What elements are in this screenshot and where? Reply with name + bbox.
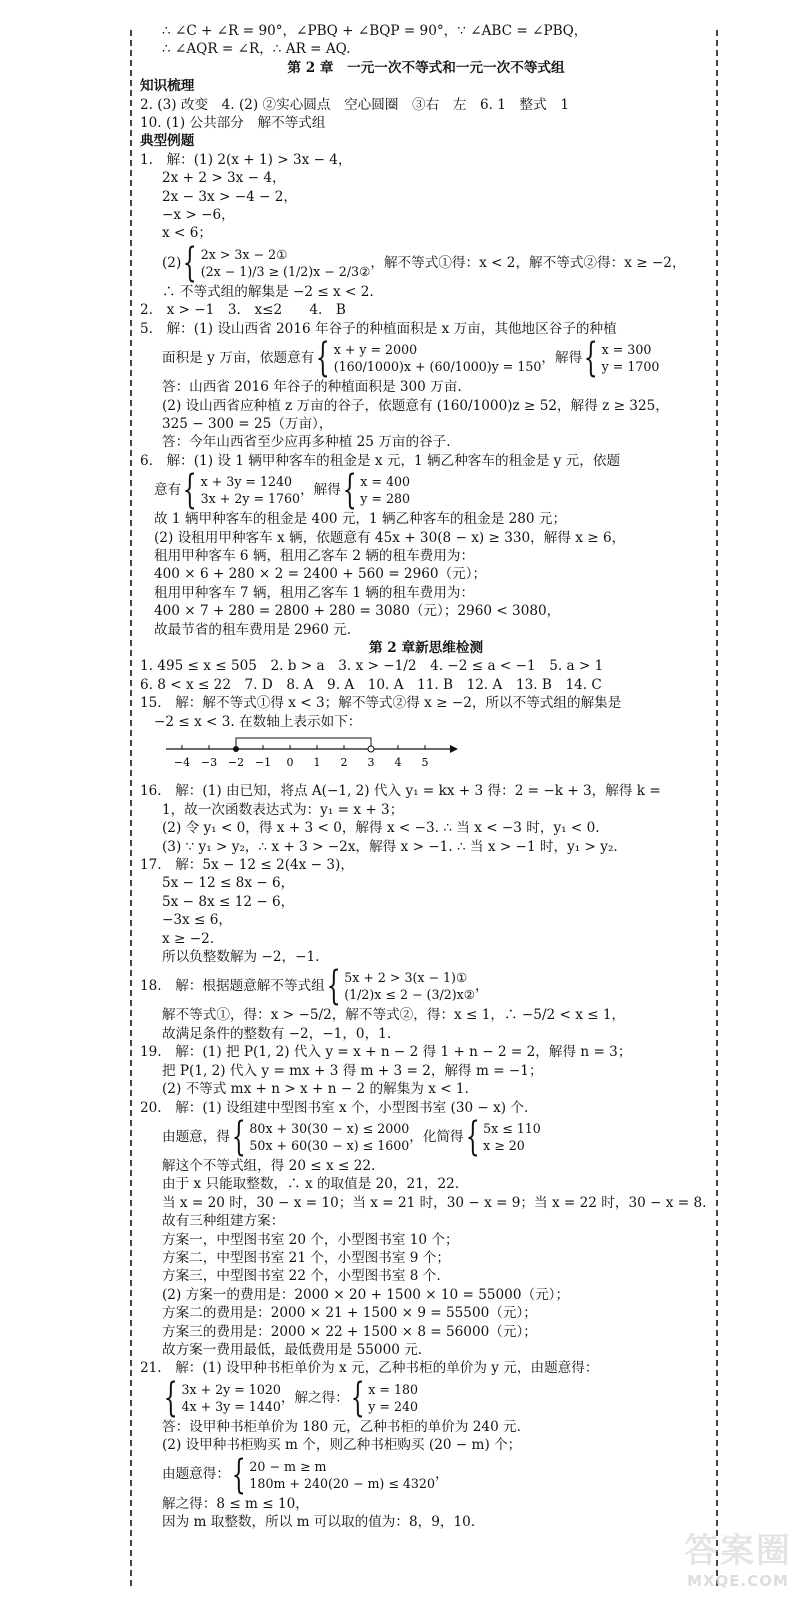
- axis-tick-label: −4: [173, 756, 191, 769]
- text-line: 方案三，中型图书室 22 个，小型图书室 8 个.: [162, 1268, 441, 1285]
- text-line: 15. 解：解不等式①得 x < 3；解不等式②得 x ≥ −2，所以不等式组的解集是: [140, 695, 622, 712]
- solution-range: [236, 738, 371, 749]
- number-line: [160, 735, 460, 775]
- brace-symbol: {: [231, 1451, 246, 1498]
- equation-system: 由题意得： { 20 − m ≥ m 180m + 240(20 − m) ≤ 4320 ，: [162, 1451, 449, 1498]
- equation-system: 18. 解：根据题意解不等式组 { 5x + 2 > 3(x − 1)① (1/2)x ≤ 2 − (3/2)x② ，: [140, 963, 489, 1010]
- chapter-title: 第 2 章 一元一次不等式和一元一次不等式组: [287, 59, 565, 76]
- text-line: 2x − 3x > −4 − 2，: [162, 188, 298, 205]
- text-line: 2. x > −1 3. x≤2 4. B: [140, 302, 346, 319]
- text-line: 故 1 辆甲种客车的租金是 400 元，1 辆乙种客车的租金是 280 元；: [154, 511, 567, 528]
- brace-symbol: {: [315, 335, 330, 382]
- brace-symbol: {: [350, 1374, 365, 1421]
- axis-tick-label: 5: [421, 756, 429, 769]
- text-line: (2) 设租用甲种客车 x 辆，依题意有 45x + 30(8 − x) ≥ 330，解得 x ≥ 6，: [154, 529, 626, 546]
- axis-arrow: [450, 745, 458, 753]
- text-line: 400 × 6 + 280 × 2 = 2400 + 560 = 2960（元）；: [154, 566, 487, 583]
- text-line: (2) 方案一的费用是：2000 × 20 + 1500 × 10 = 55000（元）；: [162, 1286, 570, 1303]
- text-line: 故有三种组建方案：: [162, 1213, 285, 1230]
- axis-tick-label: −2: [227, 756, 245, 769]
- text-line: 2. (3) 改变 4. (2) ②实心圆点 空心圆圈 ③右 左 6. 1 整式 1: [140, 96, 569, 113]
- text-line: 5x − 12 ≤ 8x − 6，: [162, 875, 295, 892]
- section-title: 第 2 章新思维检测: [368, 639, 484, 656]
- text-line: 故满足条件的整数有 −2，−1，0，1.: [162, 1025, 392, 1042]
- text-line: x < 6；: [162, 225, 212, 242]
- text-line: 17. 解：5x − 12 ≤ 2(4x − 3)，: [140, 857, 354, 874]
- section-heading: 知识梳理: [140, 78, 195, 95]
- text-line: 方案一，中型图书室 20 个，小型图书室 10 个；: [162, 1231, 459, 1248]
- text-line: 6. 8 < x ≤ 22 7. D 8. A 9. A 10. A 11. B 12. A 13. B 14. C: [140, 676, 602, 693]
- section-heading: 典型例题: [140, 133, 195, 150]
- text-line: 6. 解：(1) 设 1 辆甲种客车的租金是 x 元，1 辆乙种客车的租金是 y 元，依题: [140, 452, 621, 469]
- answer-page: [140, 22, 712, 1531]
- watermark-logo: 答案圈 MXQE.COM: [684, 1531, 792, 1590]
- text-line: 5. 解：(1) 设山西省 2016 年谷子的种植面积是 x 万亩，其他地区谷子的种植: [140, 320, 617, 337]
- text-line: 答：设甲种书柜单价为 180 元，乙种书柜的单价为 240 元.: [162, 1418, 521, 1435]
- text-line: −3x ≤ 6，: [162, 912, 232, 929]
- text-line: 方案二的费用是：2000 × 21 + 1500 × 9 = 55500（元）；: [162, 1305, 537, 1322]
- text-line: (2) 设甲种书柜购买 m 个，则乙种书柜购买 (20 − m) 个；: [162, 1437, 522, 1454]
- text-line: 2x + 2 > 3x − 4，: [162, 170, 286, 187]
- axis-tick-label: 1: [313, 756, 321, 769]
- text-line: ∴ ∠C + ∠R = 90°，∠PBQ + ∠BQP = 90°，∵ ∠ABC = ∠PBQ，: [162, 23, 588, 39]
- brace-symbol: {: [182, 239, 197, 286]
- text-line: 325 − 300 = 25（万亩），: [162, 415, 333, 432]
- axis-tick-label: 3: [367, 756, 375, 769]
- text-line: −x > −6，: [162, 207, 235, 224]
- text-line: (2) 令 y₁ < 0，得 x + 3 < 0，解得 x < −3. ∴ 当 x < −3 时，y₁ < 0.: [162, 820, 600, 837]
- equation-system: 由题意，得 { 80x + 30(30 − x) ≤ 2000 50x + 60(30 − x) ≤ 1600 ，化简得 { 5x ≤ 110 x ≥ 20: [162, 1113, 541, 1160]
- brace-symbol: {: [326, 963, 341, 1010]
- text-line: 1，故一次函数表达式为：y₁ = x + 3；: [162, 801, 404, 818]
- text-line: 答：今年山西省至少应再多种植 25 万亩的谷子.: [162, 434, 451, 451]
- text-line: x ≥ −2.: [162, 930, 215, 947]
- right-fold-line: [716, 30, 718, 1586]
- axis-tick-label: 2: [340, 756, 348, 769]
- text-line: 方案二，中型图书室 21 个，小型图书室 9 个；: [162, 1249, 450, 1266]
- text-line: 解这个不等式组，得 20 ≤ x ≤ 22.: [162, 1157, 376, 1174]
- text-line: 把 P(1, 2) 代入 y = mx + 3 得 m + 3 = 2，解得 m = −1；: [162, 1062, 543, 1079]
- text-line: 1. 解：(1) 2(x + 1) > 3x − 4，: [140, 151, 352, 168]
- text-line: 因为 m 取整数，所以 m 可以取的值为：8，9，10.: [162, 1514, 476, 1530]
- axis-tick-label: 4: [394, 756, 402, 769]
- text-line: 故方案一费用最低，最低费用是 55000 元.: [162, 1341, 423, 1358]
- text-line: 租用甲种客车 7 辆，租用乙客车 1 辆的租车费用为：: [154, 584, 475, 601]
- equation-system: 面积是 y 万亩，依题意有 { x + y = 2000 (160/1000)x + (60/1000)y = 150 ，解得 { x = 300 y = 1700: [162, 335, 660, 382]
- text-line: 租用甲种客车 6 辆，租用乙客车 2 辆的租车费用为：: [154, 547, 475, 564]
- brace-symbol: {: [583, 335, 598, 382]
- open-endpoint: [368, 746, 374, 752]
- text-line: 16. 解：(1) 由已知，将点 A(−1, 2) 代入 y₁ = kx + 3 得：2 = −k + 3，解得 k =: [140, 783, 661, 800]
- brace-symbol: {: [163, 1374, 178, 1421]
- text-line: 答：山西省 2016 年谷子的种植面积是 300 万亩.: [162, 379, 462, 396]
- brace-symbol: {: [342, 467, 357, 514]
- text-line: ∴ 不等式组的解集是 −2 ≤ x < 2.: [162, 283, 374, 300]
- text-line: 由于 x 只能取整数，∴ x 的取值是 20，21，22.: [162, 1176, 460, 1193]
- text-line: 400 × 7 + 280 = 2800 + 280 = 3080（元）；2960 < 3080，: [154, 603, 561, 620]
- brace-symbol: {: [465, 1113, 480, 1160]
- text-line: 1. 495 ≤ x ≤ 505 2. b > a 3. x > −1/2 4. −2 ≤ a < −1 5. a > 1: [140, 658, 604, 675]
- text-line: 方案三的费用是：2000 × 22 + 1500 × 8 = 56000（元）；: [162, 1323, 537, 1340]
- text-line: 当 x = 20 时，30 − x = 10；当 x = 21 时，30 − x = 9；当 x = 22 时，30 − x = 8.: [162, 1194, 707, 1211]
- text-line: 所以负整数解为 −2，−1.: [162, 949, 320, 966]
- text-line: −2 ≤ x < 3. 在数轴上表示如下：: [154, 713, 362, 730]
- equation-system: { 3x + 2y = 1020 4x + 3y = 1440 ，解之得： { x = 180 y = 240: [163, 1374, 419, 1421]
- equation-system: 意有 { x + 3y = 1240 3x + 2y = 1760 ，解得 { x = 400 y = 280: [154, 467, 411, 514]
- brace-symbol: {: [231, 1113, 246, 1160]
- brace-symbol: {: [182, 467, 197, 514]
- text-line: (2) 不等式 mx + n > x + n − 2 的解集为 x < 1.: [162, 1081, 469, 1098]
- left-fold-line: [130, 30, 132, 1586]
- axis-tick-label: −1: [254, 756, 272, 769]
- text-line: 故最节省的租车费用是 2960 元.: [154, 621, 352, 638]
- text-line: 解之得：8 ≤ m ≤ 10，: [162, 1495, 309, 1512]
- text-line: 5x − 8x ≤ 12 − 6，: [162, 893, 295, 910]
- axis-tick-label: 0: [286, 756, 294, 769]
- text-line: 20. 解：(1) 设组建中型图书室 x 个，小型图书室 (30 − x) 个.: [140, 1099, 529, 1116]
- axis-tick-label: −3: [200, 756, 218, 769]
- text-line: (3) ∵ y₁ > y₂，∴ x + 3 > −2x，解得 x > −1. ∴ 当 x > −1 时，y₁ > y₂.: [162, 838, 618, 855]
- text-line: 21. 解：(1) 设甲种书柜单价为 x 元，乙种书柜的单价为 y 元，由题意得：: [140, 1360, 599, 1377]
- text-line: 10. (1) 公共部分 解不等式组: [140, 115, 326, 132]
- text-line: (2) 设山西省应种植 z 万亩的谷子，依题意有 (160/1000)z ≥ 52，解得 z ≥ 325，: [162, 397, 669, 414]
- text-line: 19. 解：(1) 把 P(1, 2) 代入 y = x + n − 2 得 1 + n − 2 = 2，解得 n = 3；: [140, 1044, 632, 1061]
- closed-endpoint: [233, 746, 239, 752]
- text-line: 解不等式①，得：x > −5/2，解不等式②，得：x ≤ 1，∴ −5/2 < x ≤ 1，: [162, 1007, 626, 1024]
- equation-system: (2) { 2x > 3x − 2① (2x − 1)/3 ≥ (1/2)x − 2/3② ，解不等式①得：x < 2，解不等式②得：x ≥ −2，: [162, 239, 686, 286]
- text-line: ∴ ∠AQR = ∠R，∴ AR = AQ.: [162, 41, 351, 58]
